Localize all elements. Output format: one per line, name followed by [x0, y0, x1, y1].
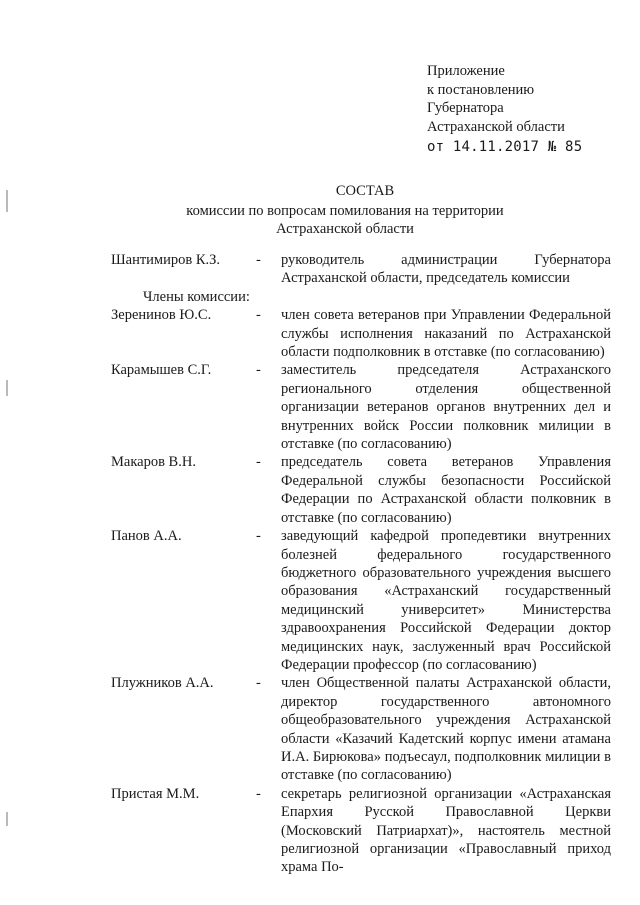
member-name: Карамышев С.Г. [111, 362, 212, 379]
annex-line: Губернатора [427, 100, 504, 116]
member-role: руководитель администрации Губернатора Астраханской области, председатель комиссии [281, 252, 611, 287]
document-subtitle-region: Астраханской области [276, 221, 414, 237]
member-role: председатель совета ветеранов Управления Федеральной службы безопасности Российской Федерации по Астраханской области полковник в отставке (по согласованию) [281, 454, 611, 526]
dash: - [256, 675, 261, 692]
dash: - [256, 785, 261, 802]
member-role: заведующий кафедрой пропедевтики внутренних болезней федерального государственного бюджетного образовательного учреждения высшего образования «Астраханский государственный медицинский университет» Министерства здравоохранения Российской Федерации доктор медицинских наук, заслуженный врач Российской Федерации профессор (по согласованию) [281, 528, 611, 673]
member-name: Пристая М.М. [111, 785, 200, 802]
dash: - [256, 252, 261, 268]
member-row [111, 785, 611, 877]
member-row [111, 361, 611, 453]
dash: - [256, 307, 261, 324]
member-row [111, 674, 611, 784]
member-name: Зеренинов Ю.С. [111, 307, 212, 324]
member-name: Шантимиров К.З. [111, 252, 221, 268]
chair-row [111, 251, 611, 288]
annex-line: Приложение [427, 63, 505, 79]
annex-block [427, 62, 582, 157]
dash: - [256, 362, 261, 379]
member-row [111, 453, 611, 527]
annex-line: Астраханской области [427, 118, 565, 135]
document-title: СОСТАВ [335, 183, 395, 199]
member-name: Макаров В.Н. [111, 454, 196, 471]
members-label: Члены комиссии: [143, 288, 250, 305]
member-name: Панов А.А. [111, 528, 182, 545]
member-name: Плужников А.А. [111, 675, 214, 692]
binding-mark [6, 380, 8, 396]
document-subtitle: комиссии по вопросам помилования на территории [186, 203, 504, 219]
binding-mark [6, 812, 8, 826]
member-role: член совета ветеранов при Управлении Федеральной службы исполнения наказаний по Астраханской области подполковник в отставке (по согласованию) [281, 307, 611, 361]
member-role: заместитель председателя Астраханского регионального отделения общественной организации ветеранов органов внутренних дел и внутренних войск России полковник милиции в отставке (по согласованию) [281, 362, 611, 453]
annex-line: к постановлению [427, 81, 535, 98]
member-role: секретарь религиозной организации «Астраханская Епархия Русской Православной Церкви (Московский Патриархат)», настоятель местной религиозной организации «Православный приход храма По- [281, 785, 611, 876]
document-heading [0, 182, 640, 238]
order-number: от 14.11.2017 № 85 [427, 139, 583, 155]
member-row [111, 306, 611, 361]
member-row [111, 527, 611, 674]
commission-roster [111, 251, 611, 877]
dash: - [256, 454, 261, 471]
member-role: член Общественной палаты Астраханской области, директор государственного автономного общеобразовательного учреждения Астраханской области «Казачий Кадетский корпус имени атамана И.А. Бирюкова» подъесаул, подполковник милиции в отставке (по согласованию) [281, 675, 611, 784]
dash: - [256, 528, 261, 545]
